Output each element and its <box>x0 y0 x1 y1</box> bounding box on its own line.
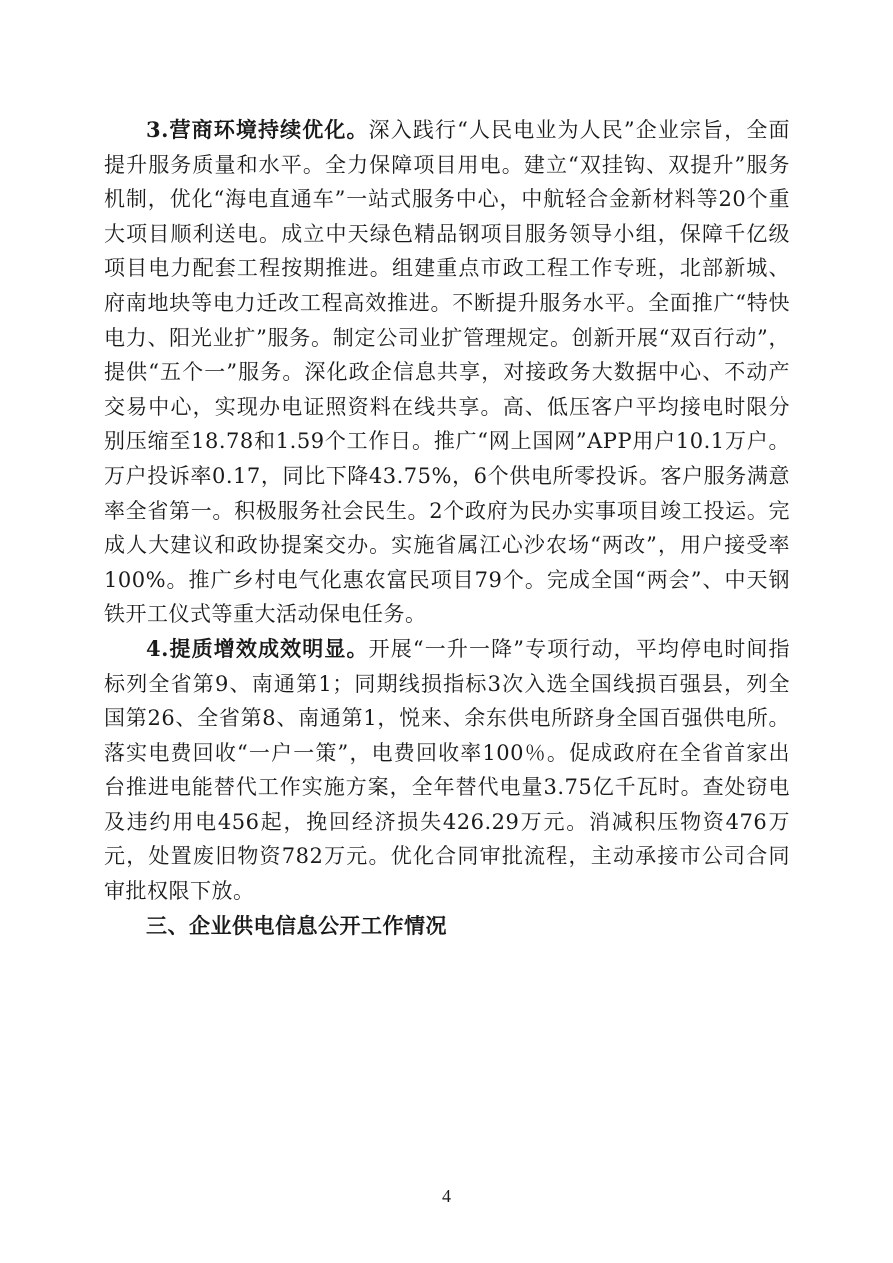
section-3-title: 3.营商环境持续优化。 <box>146 117 369 142</box>
section-3-body: 深入践行“人民电业为人民”企业宗旨，全面提升服务质量和水平。全力保障项目用电。建立“双挂钩、双提升”服务机制，优化“海电直通车”一站式服务中心，中航轻合金新材料等20个重大项目顺利送电。成立中天绿色精品钢项目服务领导小组，保障千亿级项目电力配套工程按期推进。组建重点市政工程工作专班，北部新城、府南地块等电力迁改工程高效推进。不断提升服务水平。全面推广“特快电力、阳光业扩”服务。制定公司业扩管理规定。创新开展“双百行动”，提供“五个一”服务。深化政企信息共享，对接政务大数据中心、不动产交易中心，实现办电证照资料在线共享。高、低压客户平均接电时限分别压缩至18.78和1.59个工作日。推广“网上国网”APP用户10.1万户。万户投诉率0.17，同比下降43.75%，6个供电所零投诉。客户服务满意率全省第一。积极服务社会民生。2个政府为民办实事项目竣工投运。完成人大建议和政协提案交办。实施省属江心沙农场“两改”，用户接受率100%。推广乡村电气化惠农富民项目79个。完成全国“两会”、中天钢铁开工仪式等重大活动保电任务。 <box>104 118 790 627</box>
page-number: 4 <box>442 1186 451 1206</box>
section-4-paragraph <box>104 632 790 909</box>
section-4-title: 4.提质增效成效明显。 <box>146 635 369 661</box>
section-heading-3: 三、企业供电信息公开工作情况 <box>146 913 447 938</box>
section-3-paragraph <box>104 113 790 632</box>
section-4-body: 开展“一升一降”专项行动，平均停电时间指标列全省第9、南通第1；同期线损指标3次入选全国线损百强县，列全国第26、全省第8、南通第1，悦来、余东供电所跻身全国百强供电所。落实电费回收“一户一策”，电费回收率100％。促成政府在全省首家出台推进电能替代工作实施方案，全年替代电量3.75亿千瓦时。查处窃电及违约用电456起，挽回经济损失426.29万元。消减积压物资476万元，处置废旧物资782万元。优化合同审批流程，主动承接市公司合同审批权限下放。 <box>104 636 790 904</box>
document-page <box>104 113 790 943</box>
